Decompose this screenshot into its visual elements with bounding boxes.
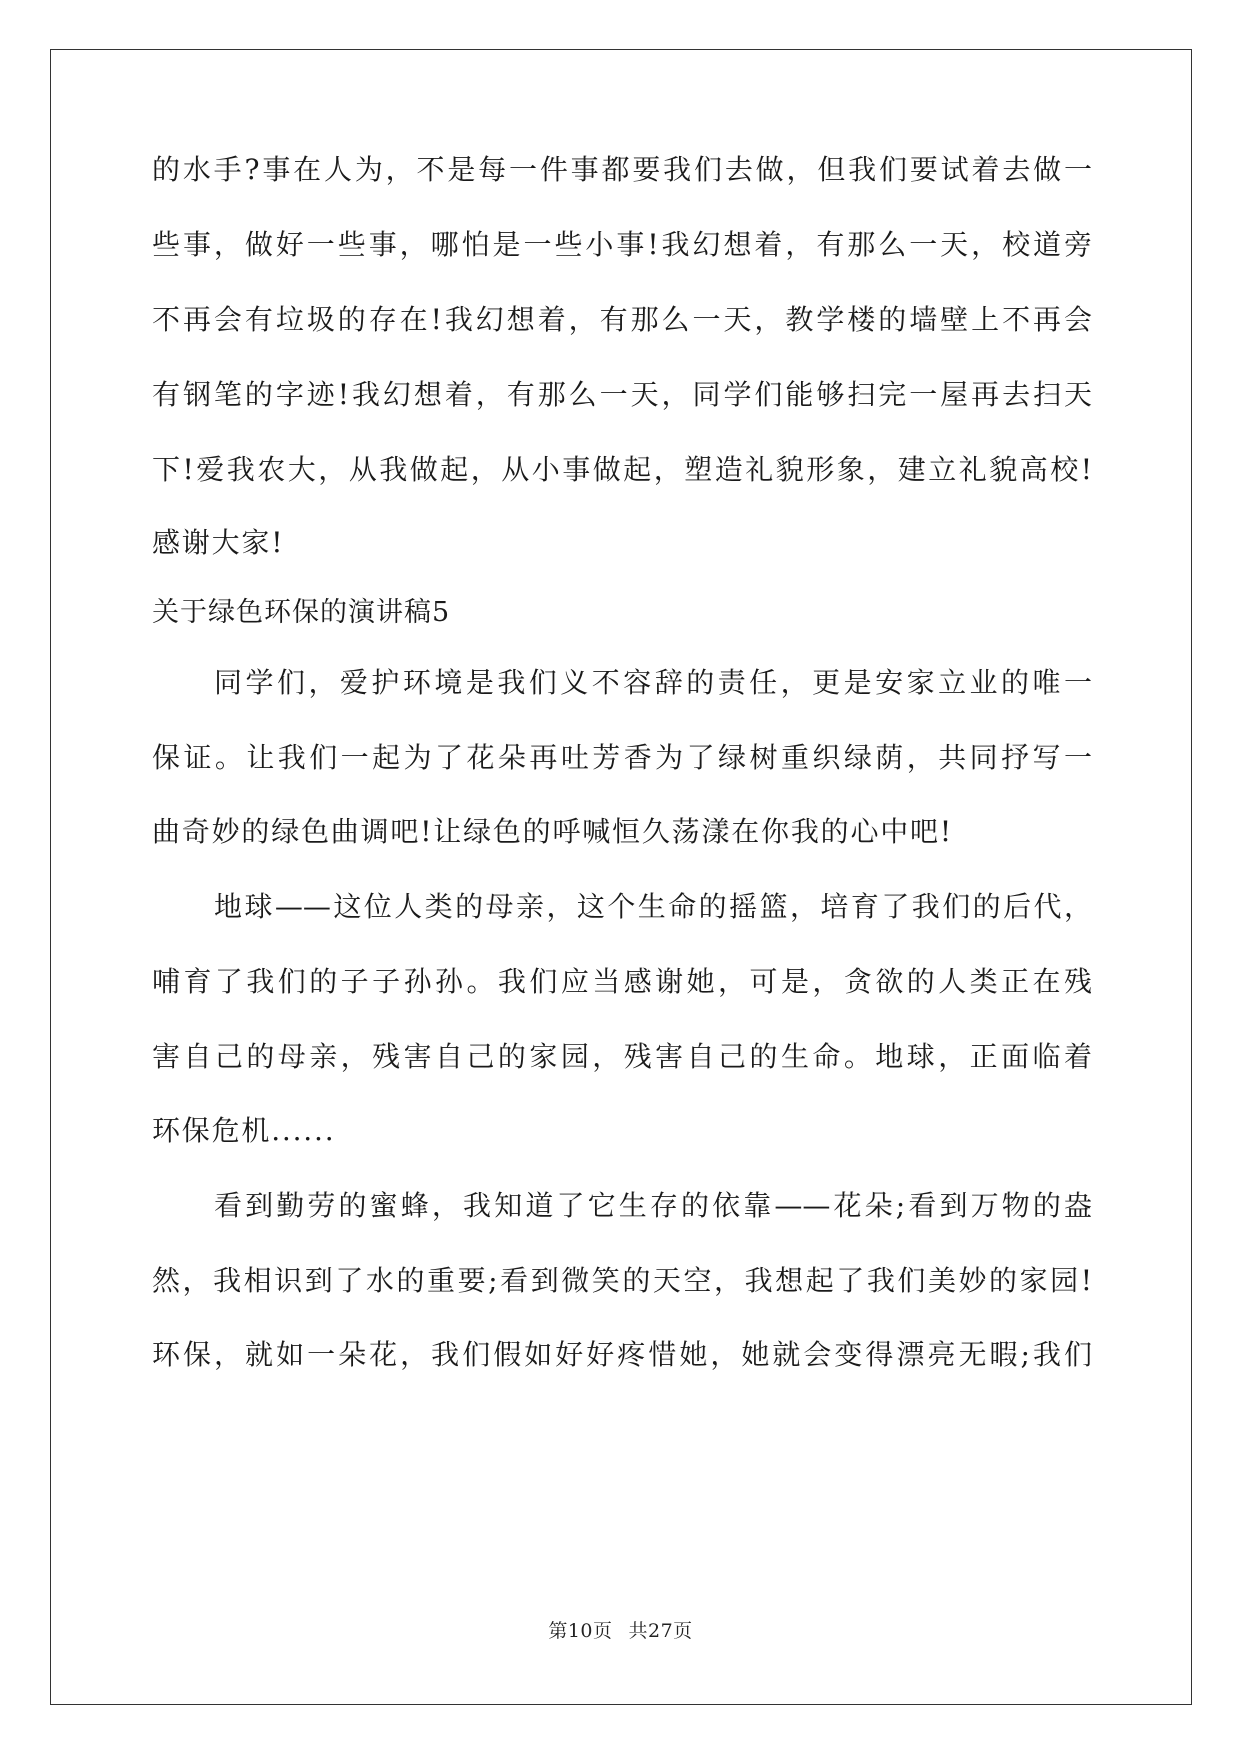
page-total: 共27页 <box>628 1620 693 1642</box>
page-number: 第10页 <box>548 1620 613 1642</box>
section-heading: 关于绿色环保的演讲稿5 <box>152 597 451 628</box>
paragraph-line: 有钢笔的字迹!我幻想着，有那么一天，同学们能够扫完一屋再去扫天 <box>152 378 1092 411</box>
paragraph-line: 下!爱我农大，从我做起，从小事做起，塑造礼貌形象，建立礼貌高校! <box>152 453 1092 486</box>
paragraph-line: 然，我相识到了水的重要;看到微笑的天空，我想起了我们美妙的家园! <box>152 1264 1092 1297</box>
paragraph-line: 的水手?事在人为，不是每一件事都要我们去做，但我们要试着去做一 <box>152 153 1092 186</box>
paragraph-line: 保证。让我们一起为了花朵再吐芳香为了绿树重织绿荫，共同抒写一 <box>152 741 1092 774</box>
paragraph-line: 环保，就如一朵花，我们假如好好疼惜她，她就会变得漂亮无暇;我们 <box>152 1338 1092 1371</box>
paragraph-line: 地球——这位人类的母亲，这个生命的摇篮，培育了我们的后代， <box>214 890 1092 923</box>
paragraph-line: 同学们，爱护环境是我们义不容辞的责任，更是安家立业的唯一 <box>214 666 1092 699</box>
paragraph-line: 哺育了我们的子子孙孙。我们应当感谢她，可是，贪欲的人类正在残 <box>152 965 1092 998</box>
page-frame <box>50 49 1192 1705</box>
paragraph-line: 些事，做好一些事，哪怕是一些小事!我幻想着，有那么一天，校道旁 <box>152 228 1092 261</box>
paragraph-line: 不再会有垃圾的存在!我幻想着，有那么一天，教学楼的墙壁上不再会 <box>152 303 1092 336</box>
page-footer <box>0 1616 1241 1643</box>
paragraph-line: 曲奇妙的绿色曲调吧!让绿色的呼喊恒久荡漾在你我的心中吧! <box>152 815 953 848</box>
paragraph-line: 感谢大家! <box>152 526 285 559</box>
paragraph-line: 环保危机...... <box>152 1114 336 1147</box>
paragraph-line: 看到勤劳的蜜蜂，我知道了它生存的依靠——花朵;看到万物的盎 <box>214 1189 1092 1222</box>
paragraph-line: 害自己的母亲，残害自己的家园，残害自己的生命。地球，正面临着 <box>152 1040 1092 1073</box>
